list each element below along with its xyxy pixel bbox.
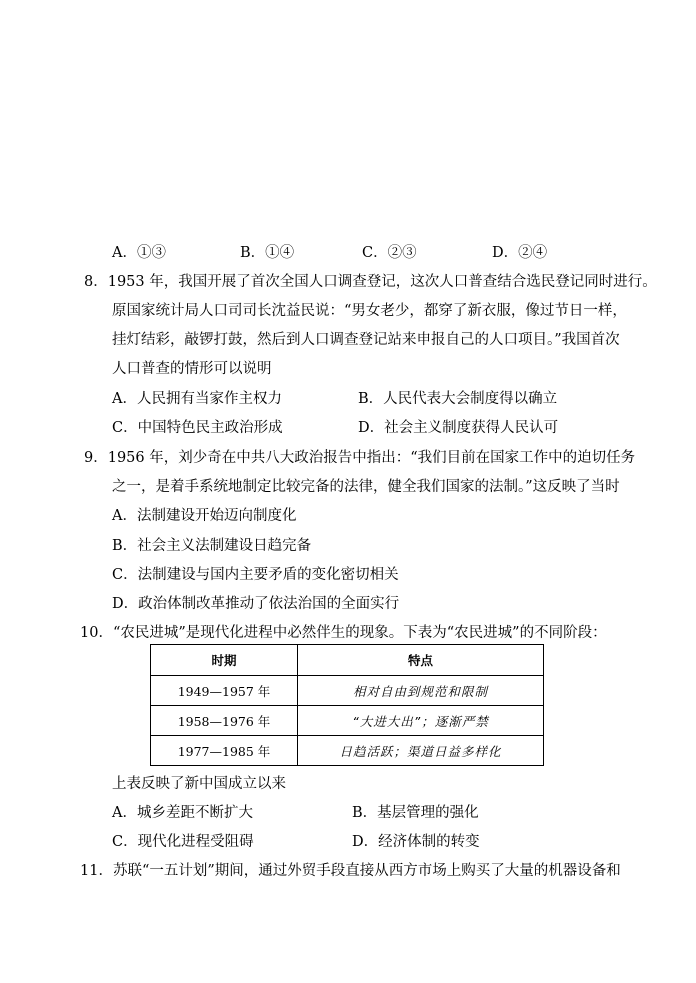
q10-stem: 10．“农民进城”是现代化进程中必然伴生的现象。下表为“农民进城”的不同阶段：: [80, 625, 607, 641]
table-header-period: 时期: [151, 645, 298, 676]
q9-stem-line-2: 之一，是着手系统地制定比较完备的法律，健全我们国家的法制。”这反映了当时: [112, 479, 620, 495]
stage-table: [150, 644, 544, 766]
table-cell-period: 1949—1957 年: [151, 676, 298, 706]
q7-option-d: D．②④: [492, 245, 548, 261]
q8-stem-line-1: 8．1953 年，我国开展了首次全国人口调查登记，这次人口普查结合选民登记同时进行。: [84, 274, 657, 290]
q9-option-c: C．法制建设与国内主要矛盾的变化密切相关: [112, 567, 399, 583]
table-cell-feature: “大进大出”；逐渐严禁: [298, 706, 544, 736]
q7-option-b: B．①④: [240, 245, 295, 261]
q10-option-a: A．城乡差距不断扩大: [112, 805, 253, 821]
q9-option-a: A．法制建设开始迈向制度化: [112, 508, 297, 524]
table-cell-feature: 相对自由到规范和限制: [298, 676, 544, 706]
q10-option-d: D．经济体制的转变: [352, 834, 480, 850]
table-header-feature: 特点: [298, 645, 544, 676]
q8-option-c: C．中国特色民主政治形成: [112, 420, 283, 436]
q7-option-c: C．②③: [362, 245, 417, 261]
q8-stem-line-3: 挂灯结彩，敲锣打鼓，然后到人口调查登记站来申报自己的人口项目。”我国首次: [112, 332, 620, 348]
table-cell-period: 1958—1976 年: [151, 706, 298, 736]
q10-option-b: B．基层管理的强化: [352, 805, 479, 821]
q10-option-c: C．现代化进程受阻碍: [112, 834, 254, 850]
table-row: [151, 736, 544, 766]
q7-option-a: A．①③: [112, 245, 166, 261]
table-cell-feature: 日趋活跃；渠道日益多样化: [298, 736, 544, 766]
q8-option-b: B．人民代表大会制度得以确立: [358, 391, 558, 407]
table-header-row: [151, 645, 544, 676]
q9-option-d: D．政治体制改革推动了依法治国的全面实行: [112, 596, 400, 612]
q9-option-b: B．社会主义法制建设日趋完备: [112, 538, 312, 554]
q10-after-text: 上表反映了新中国成立以来: [112, 776, 286, 792]
table-cell-period: 1977—1985 年: [151, 736, 298, 766]
table-row: [151, 676, 544, 706]
q8-option-a: A．人民拥有当家作主权力: [112, 391, 282, 407]
q8-stem-line-2: 原国家统计局人口司司长沈益民说：“男女老少，都穿了新衣服，像过节日一样，: [112, 303, 627, 319]
table-row: [151, 706, 544, 736]
q8-stem-line-4: 人口普查的情形可以说明: [112, 361, 272, 377]
q11-stem: 11．苏联“一五计划”期间，通过外贸手段直接从西方市场上购买了大量的机器设备和: [80, 863, 621, 879]
q8-option-d: D．社会主义制度获得人民认可: [358, 420, 559, 436]
q9-stem-line-1: 9．1956 年，刘少奇在中共八大政治报告中指出：“我们目前在国家工作中的迫切任务: [84, 450, 636, 466]
